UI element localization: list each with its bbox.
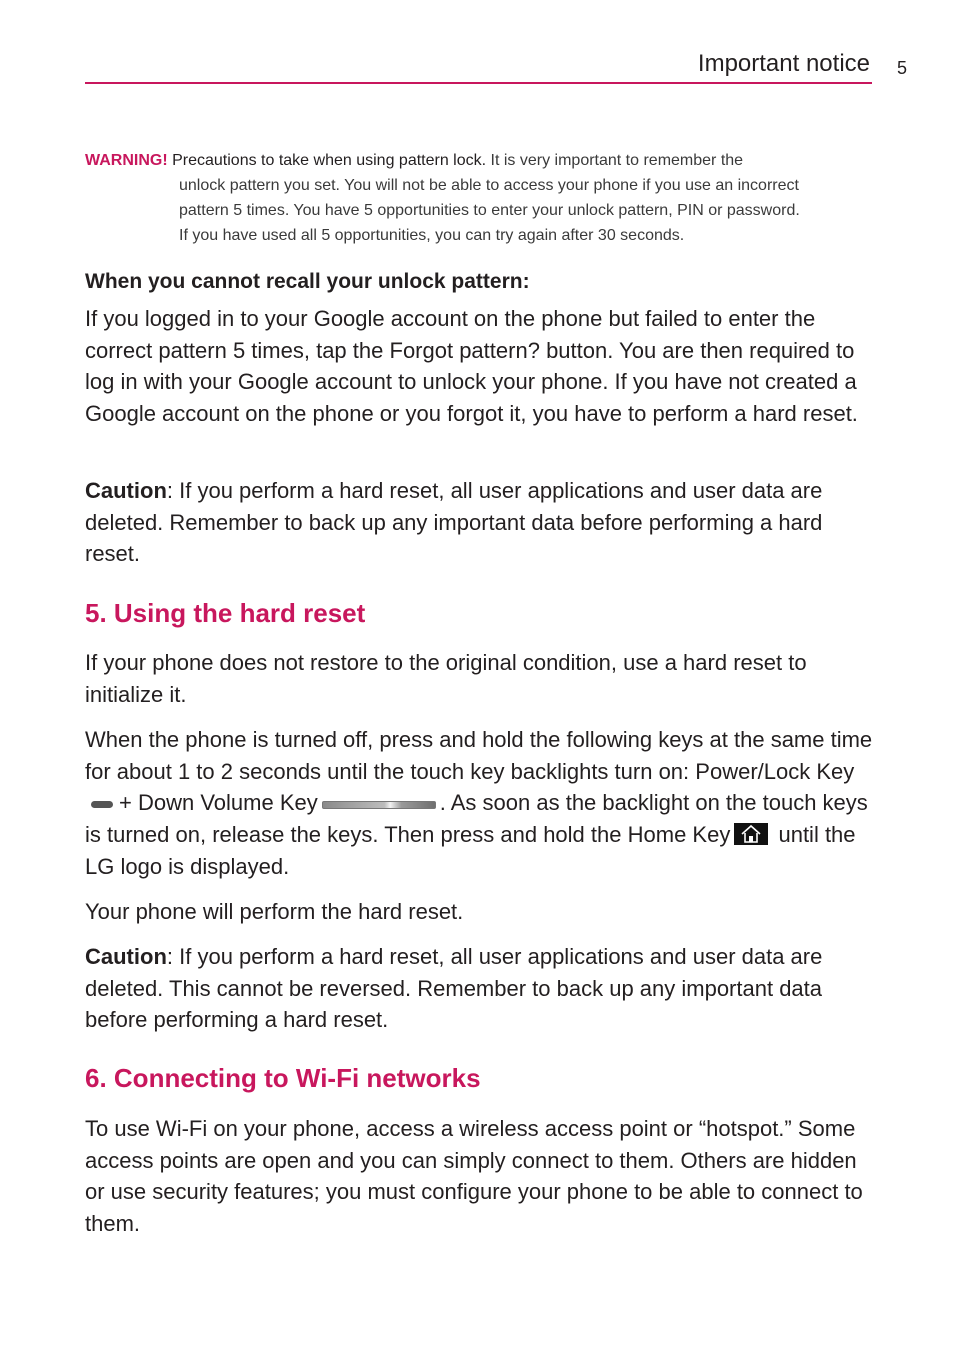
warning-heading: Precautions to take when using pattern lock. — [172, 152, 487, 169]
forgot-pattern-button-name: Forgot pattern? — [389, 337, 540, 363]
warning-line: If you have used all 5 opportunities, you can try again after 30 seconds. — [179, 227, 685, 244]
section-5-para-3: Your phone will perform the hard reset. — [85, 899, 464, 924]
caution-text: : If you perform a hard reset, all user applications and user data are deleted. Remember to back up any important data before performing a hard reset. — [85, 478, 823, 567]
home-key-label: Home Key — [627, 822, 731, 848]
recall-heading: When you cannot recall your unlock pattern: — [85, 270, 530, 293]
caution-text: : If you perform a hard reset, all user applications and user data are deleted. This cannot be reversed. Remember to back up any important data before performing a hard reset. — [85, 944, 823, 1033]
power-lock-key-icon — [91, 801, 113, 808]
warning-box — [85, 148, 875, 248]
warning-line: unlock pattern you set. You will not be able to access your phone if you use an incorrect — [179, 177, 799, 194]
warning-label: WARNING! — [85, 152, 168, 169]
section-5-title: 5. Using the hard reset — [85, 598, 366, 628]
section-5-para-2 — [85, 724, 875, 883]
header-title: Important notice — [697, 50, 870, 77]
caution-label: Caution — [85, 944, 167, 969]
section-5-para-1: If your phone does not restore to the original condition, use a hard reset to initialize it. — [85, 650, 807, 707]
instruction-text: . As soon as the backlight on the touch keys is turned on, release the keys. Then press and hold the — [85, 790, 868, 848]
caution-label: Caution — [85, 478, 167, 503]
caution-paragraph — [85, 475, 875, 570]
power-lock-key-label: Power/Lock Key — [695, 758, 855, 784]
section-5-caution — [85, 941, 875, 1036]
recall-text: button. You are then required to log in with your Google account to unlock your phone. If you have not created a Google account on the phone or you forgot it, you have to perform a hard reset. — [85, 337, 858, 427]
recall-paragraph — [85, 303, 875, 430]
instruction-text: When the phone is turned off, press and hold the following keys at the same time for about 1 to 2 seconds until the touch key backlights turn on: — [85, 727, 873, 784]
warning-text: It is very important to remember the — [490, 152, 744, 169]
page-header — [85, 50, 872, 84]
home-key-icon — [734, 823, 768, 845]
warning-line: pattern 5 times. You have 5 opportunities to enter your unlock pattern, PIN or password. — [179, 202, 800, 219]
down-volume-key-icon — [322, 801, 436, 809]
plus-sign: + — [119, 790, 132, 816]
down-volume-key-label: Down Volume Key — [137, 790, 318, 816]
recall-text: If you logged in to your Google account on the phone but failed to enter the correct pattern 5 times, tap the — [85, 306, 816, 363]
page-number: 5 — [897, 58, 908, 78]
section-6-para-1: To use Wi-Fi on your phone, access a wireless access point or “hotspot.” Some access points are open and you can simply connect to them. Others are hidden or use security features; you must configure your phone to be able to connect to them. — [85, 1116, 863, 1237]
section-6-title: 6. Connecting to Wi-Fi networks — [85, 1063, 481, 1093]
instruction-text: until the LG logo is displayed. — [85, 822, 856, 879]
